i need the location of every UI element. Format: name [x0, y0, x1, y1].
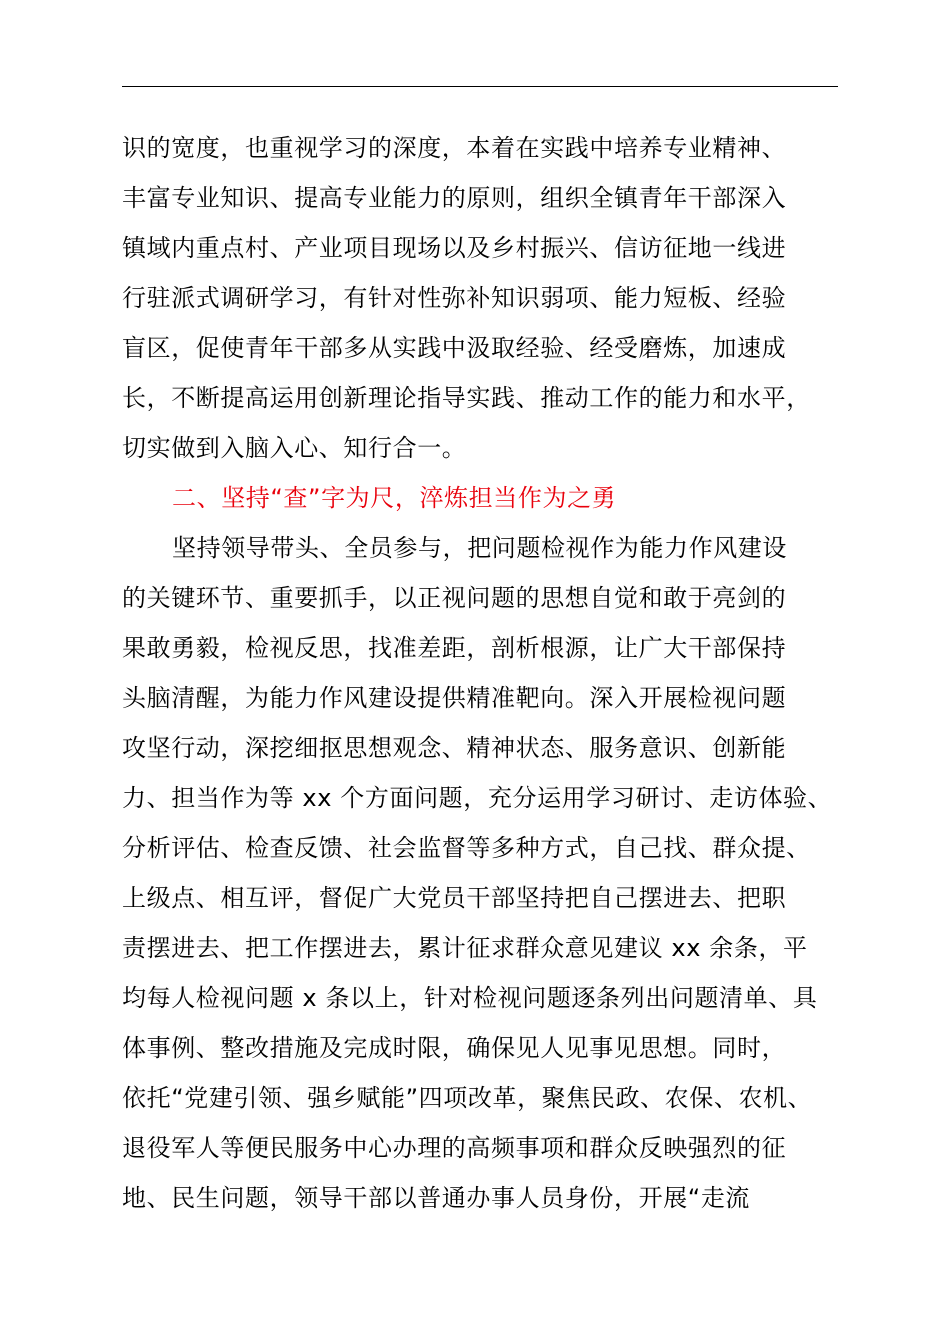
paragraph-line: 头脑清醒，为能力作风建设提供精准靶向。深入开展检视问题: [122, 684, 787, 712]
paragraph-line: 坚持领导带头、全员参与，把问题检视作为能力作风建设: [172, 534, 787, 562]
paragraph-line: 果敢勇毅，检视反思，找准差距，剖析根源，让广大干部保持: [122, 634, 787, 662]
paragraph-line: 的关键环节、重要抓手，以正视问题的思想自觉和敢于亮剑的: [122, 584, 787, 612]
paragraph-line: 退役军人等便民服务中心办理的高频事项和群众反映强烈的征: [122, 1134, 787, 1162]
paragraph-line: 切实做到入脑入心、知行合一。: [122, 434, 467, 462]
paragraph-line: 力、担当作为等 xx 个方面问题，充分运用学习研讨、走访体验、: [122, 784, 833, 812]
paragraph-line: 攻坚行动，深挖细抠思想观念、精神状态、服务意识、创新能: [122, 734, 787, 762]
paragraph-line: 依托“党建引领、强乡赋能”四项改革，聚焦民政、农保、农机、: [122, 1084, 813, 1112]
paragraph-line: 上级点、相互评，督促广大党员干部坚持把自己摆进去、把职: [122, 884, 787, 912]
paragraph-line: 地、民生问题，领导干部以普通办事人员身份，开展“走流: [122, 1184, 751, 1212]
paragraph-line: 镇域内重点村、产业项目现场以及乡村振兴、信访征地一线进: [122, 234, 787, 262]
paragraph-line: 盲区，促使青年干部多从实践中汲取经验、经受磨炼，加速成: [122, 334, 787, 362]
paragraph-line: 责摆进去、把工作摆进去，累计征求群众意见建议 xx 余条，平: [122, 934, 808, 962]
header-rule: [122, 86, 838, 87]
paragraph-line: 识的宽度，也重视学习的深度，本着在实践中培养专业精神、: [122, 134, 787, 162]
paragraph-line: 均每人检视问题 x 条以上，针对检视问题逐条列出问题清单、具: [122, 984, 818, 1012]
paragraph-line: 长，不断提高运用创新理论指导实践、推动工作的能力和水平，: [122, 384, 811, 412]
section-heading: 二、坚持“查”字为尺，淬炼担当作为之勇: [172, 484, 617, 512]
paragraph-line: 丰富专业知识、提高专业能力的原则，组织全镇青年干部深入: [122, 184, 787, 212]
paragraph-line: 分析评估、检查反馈、社会监督等多种方式，自己找、群众提、: [122, 834, 811, 862]
paragraph-line: 行驻派式调研学习，有针对性弥补知识弱项、能力短板、经验: [122, 284, 787, 312]
paragraph-line: 体事例、整改措施及完成时限，确保见人见事见思想。同时，: [122, 1034, 787, 1062]
